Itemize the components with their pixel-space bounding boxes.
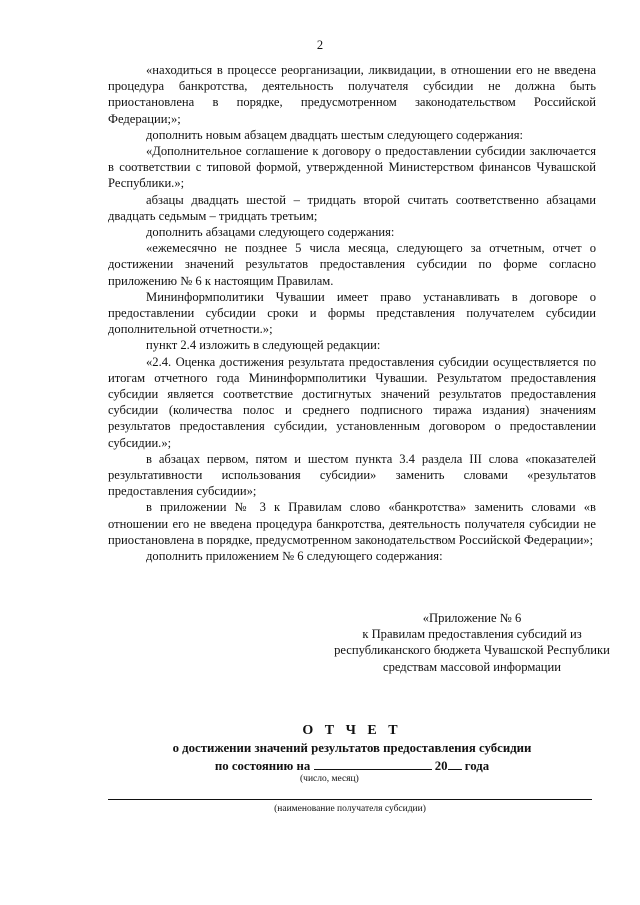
paragraph: дополнить приложением № 6 следующего содержания:: [146, 549, 443, 564]
year-blank: [448, 757, 462, 770]
paragraph: «находиться в процессе реорганизации, ликвидации, в отношении его не введена процедура банкротства, деятельность получателя субсидии не должна быть приостановлена в порядке, предусмотренном законодательством Российской Федерации;»;: [108, 63, 596, 126]
document-body: [108, 62, 596, 564]
paragraph: в абзацах первом, пятом и шестом пункта 3.4 раздела III слова «показателей результативности использования субсидии» заменить словами «результатов предоставления субсидии»;: [108, 451, 596, 499]
paragraph: абзацы двадцать шестой – тридцать второй считать соответственно абзацами двадцать седьмым – тридцать третьим;: [108, 192, 596, 223]
page-number: 2: [316, 38, 324, 52]
date-hint: (число, месяц): [300, 774, 359, 784]
paragraph: пункт 2.4 изложить в следующей редакции:: [146, 338, 381, 353]
recipient-line: [108, 799, 592, 800]
recipient-hint: (наименование получателя субсидии): [274, 804, 426, 814]
report-date-line: [108, 757, 596, 775]
appendix-title: «Приложение № 6: [422, 611, 522, 625]
report-header: [108, 722, 596, 775]
paragraph: дополнить новым абзацем двадцать шестым следующего содержания:: [146, 127, 524, 142]
appendix-caption: к Правилам предоставления субсидий из республиканского бюджета Чувашской Республики средствам массовой информации: [334, 627, 610, 674]
date-prefix: по состоянию на: [214, 759, 311, 773]
appendix-header: [332, 610, 612, 675]
paragraph: дополнить абзацами следующего содержания:: [146, 225, 395, 240]
date-year: 20: [434, 759, 448, 773]
paragraph: «2.4. Оценка достижения результата предоставления субсидии осуществляется по итогам отчетного года Мининформполитики Чувашии. Результатом предоставления субсидии является соответствие достигнутых значений результатов предоставления субсидии (количества полос и среднего подписного тиража издания) значениям результатов предоставления субсидии, установленным договором о предоставлении субсидии.»;: [108, 354, 596, 450]
report-title: О Т Ч Е Т: [302, 723, 402, 738]
paragraph: в приложении № 3 к Правилам слово «банкротства» заменить словами «в отношении его не введена процедура банкротства, деятельность получателя субсидии не приостановлена в порядке, предусмотренном законодательством Российской Федерации»;: [108, 500, 596, 547]
paragraph: «Дополнительное соглашение к договору о предоставлении субсидии заключается в соответствии с типовой формой, утвержденной Министерством финансов Чувашской Республики.»;: [108, 144, 596, 191]
date-suffix: года: [464, 759, 490, 773]
paragraph: «ежемесячно не позднее 5 числа месяца, следующего за отчетным, отчет о достижении значений результатов предоставления субсидии по форме согласно приложению № 6 к настоящим Правилам.: [108, 241, 596, 288]
report-subtitle: о достижении значений результатов предоставления субсидии: [172, 741, 532, 755]
paragraph: Мининформполитики Чувашии имеет право устанавливать в договоре о предоставлении субсидии сроки и формы представления получателем субсидии дополнительной отчетности.»;: [108, 289, 596, 337]
date-blank: [314, 757, 432, 770]
